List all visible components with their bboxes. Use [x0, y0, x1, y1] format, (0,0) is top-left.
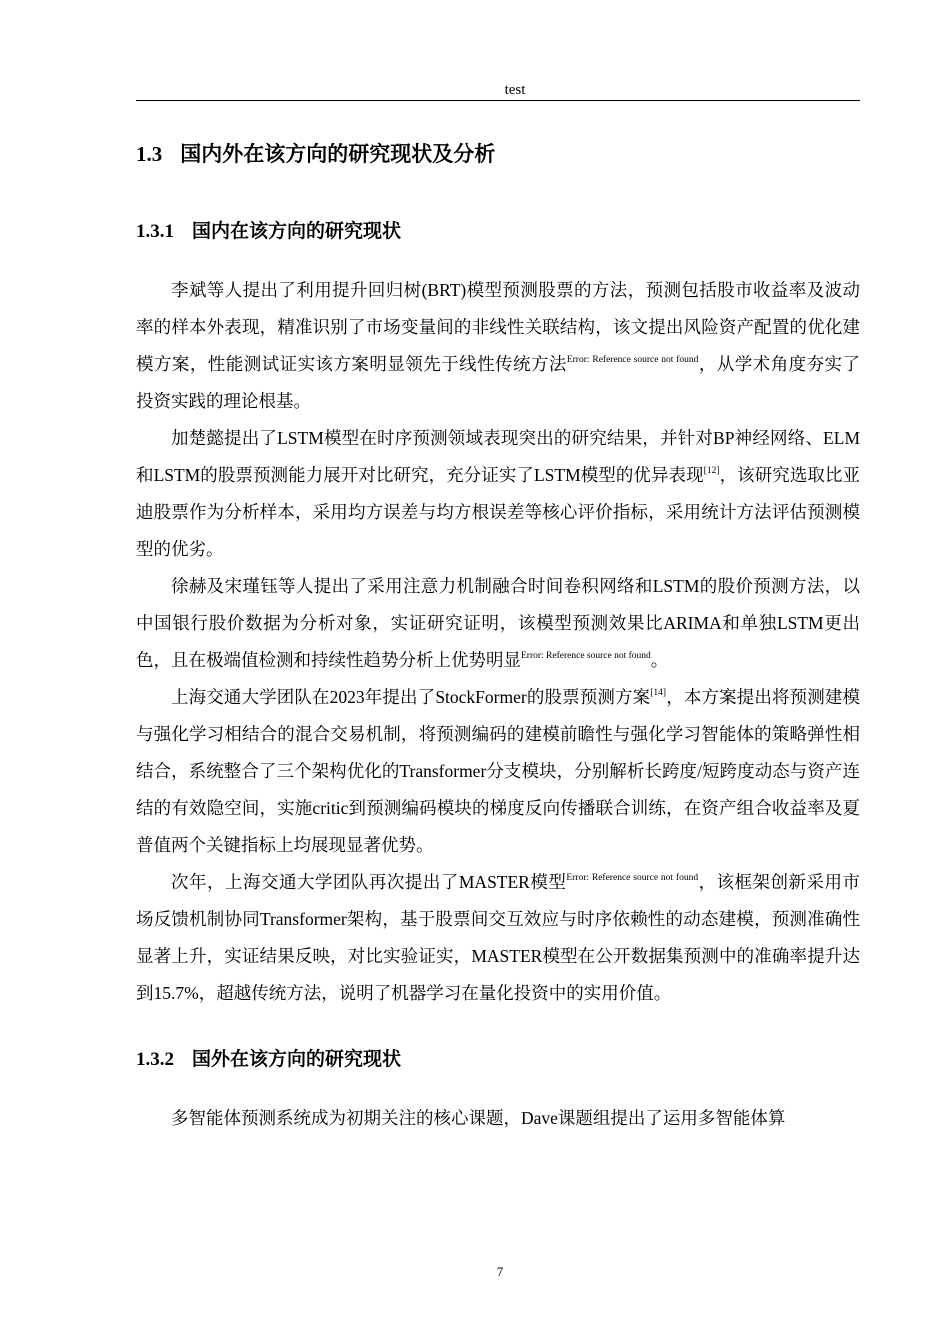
header-rule — [136, 100, 860, 101]
section-title: 国内外在该方向的研究现状及分析 — [180, 142, 496, 166]
paragraph-stockformer — [136, 679, 860, 864]
paragraph-text: ，该框架创新采用市场反馈机制协同Transformer架构，基于股票间交互效应与时序依赖性的动态建模，预测准确性显著上升，实证结果反映，对比实验证实，MASTER模型在公开数据集预测中的准确率提升达到15.7%，超越传统方法，说明了机器学习在量化投资中的实用价值。 — [136, 872, 861, 1003]
reference-citation: Error: Reference source not found — [566, 873, 699, 883]
paragraph-master — [136, 864, 860, 1012]
paragraph-text: 。 — [650, 650, 669, 670]
section-heading — [136, 136, 860, 172]
paragraph-text: 多智能体预测系统成为初期关注的核心课题，Dave课题组提出了运用多智能体算 — [171, 1108, 786, 1128]
paragraph-multi-agent — [136, 1100, 860, 1137]
page-number: 7 — [496, 1264, 504, 1279]
subsection-title: 国内在该方向的研究现状 — [192, 220, 402, 242]
subsection-number: 1.3.2 — [136, 1049, 174, 1070]
paragraph-text: 徐赫及宋瑾钰等人提出了采用注意力机制融合时间卷积网络和LSTM的股价预测方法，以中国银行股价数据为分析对象，实证研究证明，该模型预测效果比ARIMA和单独LSTM更出色，且在极端值检测和持续性趋势分析上优势明显 — [136, 576, 860, 670]
paragraph-text: ，该研究选取比亚迪股票作为分析样本，采用均方误差与均方根误差等核心评价指标，采用统计方法评估预测模型的优劣。 — [136, 465, 861, 559]
paragraph-text: 上海交通大学团队在2023年提出了StockFormer的股票预测方案 — [171, 687, 651, 707]
subsection-heading-domestic — [136, 214, 860, 248]
paragraph-brt — [136, 272, 860, 420]
paragraph-text: ，从学术角度夯实了投资实践的理论根基。 — [136, 354, 861, 411]
subsection-number: 1.3.1 — [136, 221, 174, 242]
paragraph-attention-tcn — [136, 568, 860, 679]
page-header-title: test — [504, 82, 526, 98]
paragraph-text: 加楚懿提出了LSTM模型在时序预测领域表现突出的研究结果，并针对BP神经网络、ELM和LSTM的股票预测能力展开对比研究，充分证实了LSTM模型的优异表现 — [136, 428, 860, 485]
paragraph-text: 李斌等人提出了利用提升回归树(BRT)模型预测股票的方法，预测包括股市收益率及波动率的样本外表现，精准识别了市场变量间的非线性关联结构，该文提出风险资产配置的优化建模方案，性能测试证实该方案明显领先于线性传统方法 — [136, 280, 860, 374]
page-body — [136, 136, 860, 1137]
subsection-heading-foreign — [136, 1042, 860, 1076]
subsection-title: 国外在该方向的研究现状 — [192, 1048, 402, 1070]
paragraph-text: ，本方案提出将预测建模与强化学习相结合的混合交易机制，将预测编码的建模前瞻性与强化学习智能体的策略弹性相结合，系统整合了三个架构优化的Transformer分支模块，分别解析长跨度/短跨度动态与资产连结的有效隐空间，实施critic到预测编码模块的梯度反向传播联合训练，在资产组合收益率及夏普值两个关键指标上均展现显著优势。 — [136, 687, 860, 855]
reference-citation: Error: Reference source not found — [566, 355, 699, 365]
reference-citation: [14] — [650, 688, 667, 698]
reference-citation: [12] — [703, 466, 720, 476]
section-number: 1.3 — [136, 142, 163, 166]
paragraph-lstm — [136, 420, 860, 568]
paragraph-text: 次年，上海交通大学团队再次提出了MASTER模型 — [171, 872, 567, 892]
reference-citation: Error: Reference source not found — [521, 651, 651, 661]
